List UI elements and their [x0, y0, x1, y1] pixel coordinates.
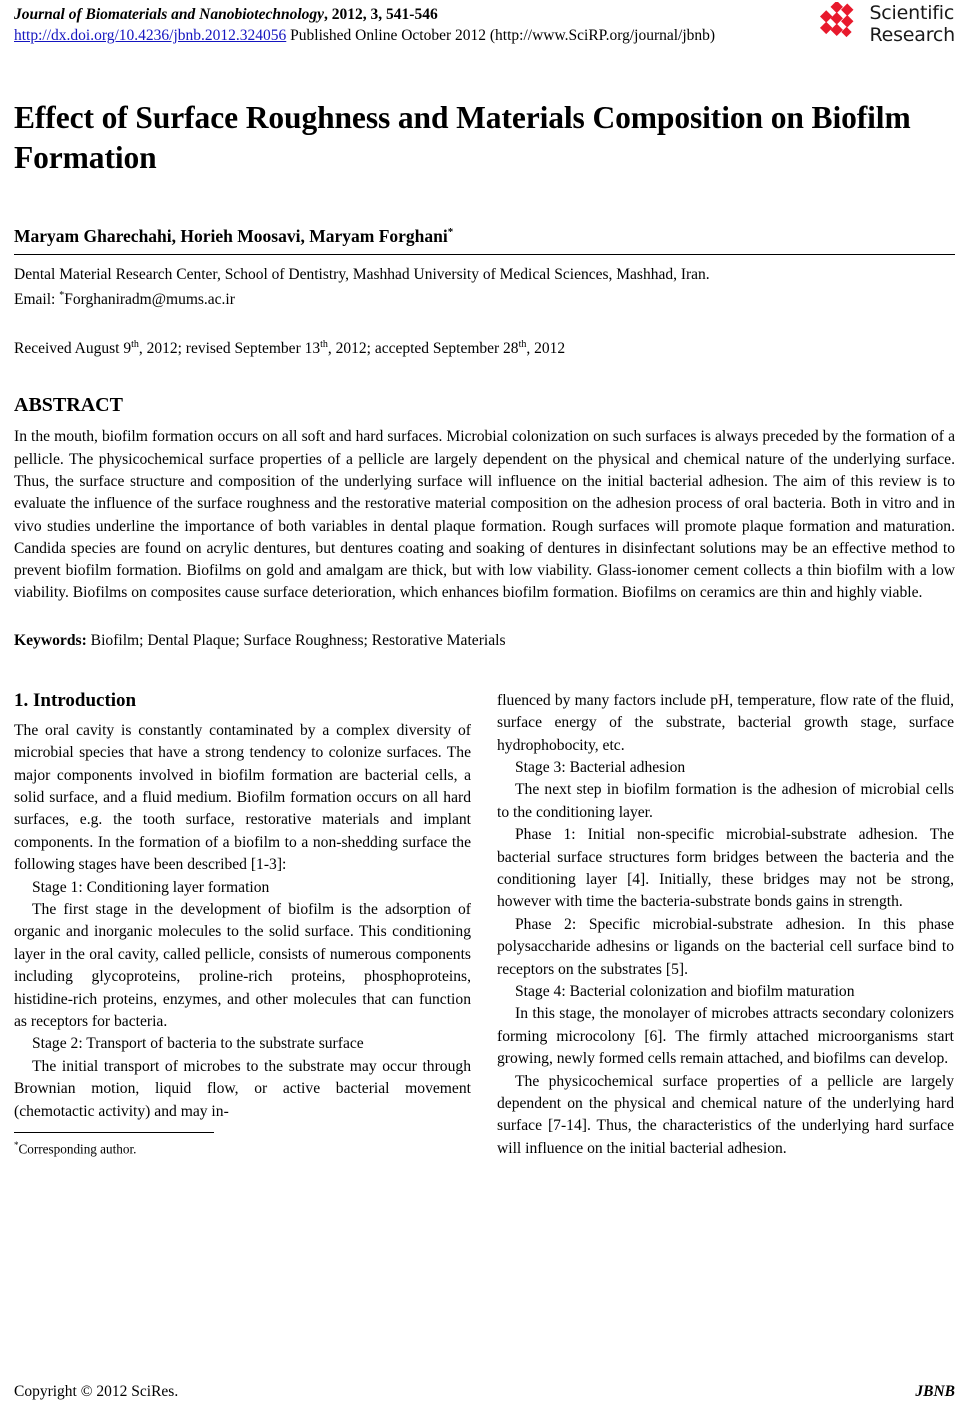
received-revised-accepted-line [14, 334, 955, 359]
keywords-values: Biofilm; Dental Plaque; Surface Roughness; Restorative Materials [86, 631, 506, 649]
journal-abbreviation: JBNB [915, 1383, 955, 1400]
copyright-notice: Copyright © 2012 SciRes. [14, 1383, 179, 1400]
scientific-research-diamond-icon [816, 2, 863, 46]
affiliation-block [14, 264, 955, 310]
dates-mid-2: , 2012; accepted September 28 [327, 340, 519, 358]
footnote-text: Corresponding author. [18, 1141, 137, 1157]
footnote [14, 1137, 471, 1157]
left-column [14, 690, 471, 1161]
paragraph: In this stage, the monolayer of microbes attracts secondary colonizers forming microcolony [6]. The firmly attached microorganisms start growing, newly formed cells remain attached, and biofilms can develop. [497, 1005, 954, 1068]
section-heading-introduction: 1. Introduction [14, 689, 137, 711]
paragraph: The first stage in the development of biofilm is the adsorption of organic and inorganic molecules to the solid surface. This conditioning layer in the oral cavity, called pellicle, consists of numerous components including glycoproteins, proline-rich proteins, phosphoproteins, histidine-rich proteins, enzymes, and other molecules that can function as receptors for bacteria. [14, 900, 471, 1030]
dates-sup-2: th [320, 339, 328, 351]
keywords-label: Keywords: [14, 631, 87, 649]
corresponding-author-marker: * [447, 226, 454, 239]
doi-link[interactable]: http://dx.doi.org/10.4236/jbnb.2012.324056 [14, 27, 287, 44]
dates-sup-1: th [131, 339, 139, 351]
email-marker: * [59, 290, 65, 301]
dates-mid-1: , 2012; revised September 13 [138, 340, 321, 358]
footnote-marker: * [14, 1140, 19, 1150]
publisher-name [869, 2, 955, 46]
dates-suffix: , 2012 [526, 340, 566, 358]
abstract-text: In the mouth, biofilm formation occurs on all soft and hard surfaces. Microbial colonization on such surfaces is always preceded by the formation of a pellicle. The physicochemical surface properties of a pellicle are largely dependent on the physical and chemical nature of the underlying surface. Thus, the surface structure and composition of the underlying surface will influence on the initial bacterial adhesion. The aim of this review is to evaluate the influence of the surface roughness and the restorative material composition on the adhesion process of oral bacteria. Both in vitro and in vivo studies underline the importance of both variables in dental plaque formation. Rough surfaces will promote plaque formation and maturation. Candida species are found on acrylic dentures, but dentures coating and soaking of dentures in disinfectant solutions may be an effective method to prevent biofilm formation. Biofilms on gold and amalgam are thick, but with low viability. Glass-ionomer cement collects a thin biofilm with a low viability. Biofilms on composites cause surface deterioration, which enhances biofilm formation. Biofilms on ceramics are thin and highly viable. [14, 428, 955, 602]
page-footer [14, 1383, 955, 1401]
published-online-note: Published Online October 2012 (http://www.SciRP.org/journal/jbnb) [286, 27, 716, 44]
paragraph: The next step in biofilm formation is the adhesion of microbial cells to the conditioning layer. [497, 781, 954, 821]
footnote-separator [14, 1132, 214, 1133]
keywords-line [14, 630, 955, 652]
paragraph: Stage 2: Transport of bacteria to the substrate surface [32, 1035, 364, 1053]
paragraph: The physicochemical surface properties of a pellicle are largely dependent on the physical and chemical nature of the underlying hard surface [7-14]. Thus, the characteristics of the underlying hard surface will influence on the initial bacterial adhesion. [497, 1072, 954, 1157]
body-columns [14, 690, 955, 1161]
doi-line [14, 25, 955, 46]
paragraph: Phase 2: Specific microbial-substrate adhesion. In this phase polysaccharide adhesins or ligands on the bacterial cell surface bind to receptors on the substrates [5]. [497, 915, 954, 978]
paragraph: Phase 1: Initial non-specific microbial-substrate adhesion. The bacterial surface structures form bridges between the bacteria and the conditioning layer [4]. Initially, these bridges may not be strong, however with time the bacteria-substrate bonds gains in strength. [497, 826, 954, 911]
publisher-name-line1: Scientific [869, 2, 955, 24]
right-column [497, 690, 954, 1161]
masthead [14, 0, 955, 62]
paragraph: fluenced by many factors include pH, temperature, flow rate of the fluid, surface energy of the substrate, bacterial growth stage, surface hydrophobocity, etc. [497, 691, 954, 754]
abstract-heading: ABSTRACT [14, 394, 123, 417]
email-address: Forghaniradm@mums.ac.ir [64, 291, 235, 309]
publisher-name-line2: Research [869, 24, 955, 46]
paragraph: Stage 3: Bacterial adhesion [515, 758, 686, 776]
author-list [14, 226, 955, 254]
journal-volume-pages: , 2012, 3, 541-546 [324, 6, 438, 23]
email-label: Email: [14, 291, 60, 309]
masthead-text [14, 4, 955, 46]
dates-sup-3: th [518, 339, 527, 351]
paragraph: Stage 4: Bacterial colonization and biofilm maturation [515, 982, 855, 1000]
paper-title: Effect of Surface Roughness and Materials Composition on Biofilm Formation [14, 100, 911, 175]
paragraph: Stage 1: Conditioning layer formation [32, 878, 270, 896]
journal-citation-line [14, 4, 955, 25]
author-rule [14, 254, 955, 255]
paragraph: The oral cavity is constantly contaminated by a complex diversity of microbial species that have a strong tendency to colonize surfaces. The major components involved in biofilm formation are bacterial cells, a solid surface, and a fluid medium. Biofilm formation occurs on all hard surfaces, e.g. the tooth surface, restorative materials and implant components. In the formation of a biofilm to a non-shedding surface the following stages have been described [1-3]: [14, 721, 471, 874]
journal-name: Journal of Biomaterials and Nanobiotechnology [14, 6, 325, 23]
email-line [14, 285, 955, 310]
publisher-logo [816, 2, 955, 46]
affiliation-text: Dental Material Research Center, School of Dentistry, Mashhad University of Medical Sciences, Mashhad, Iran. [14, 266, 710, 283]
dates-prefix: Received August 9 [14, 340, 132, 358]
paragraph: The initial transport of microbes to the substrate may occur through Brownian motion, liquid flow, or active bacterial movement (chemotactic activity) and may in- [14, 1057, 471, 1120]
author-names: Maryam Gharechahi, Horieh Moosavi, Maryam Forghani [14, 226, 448, 246]
